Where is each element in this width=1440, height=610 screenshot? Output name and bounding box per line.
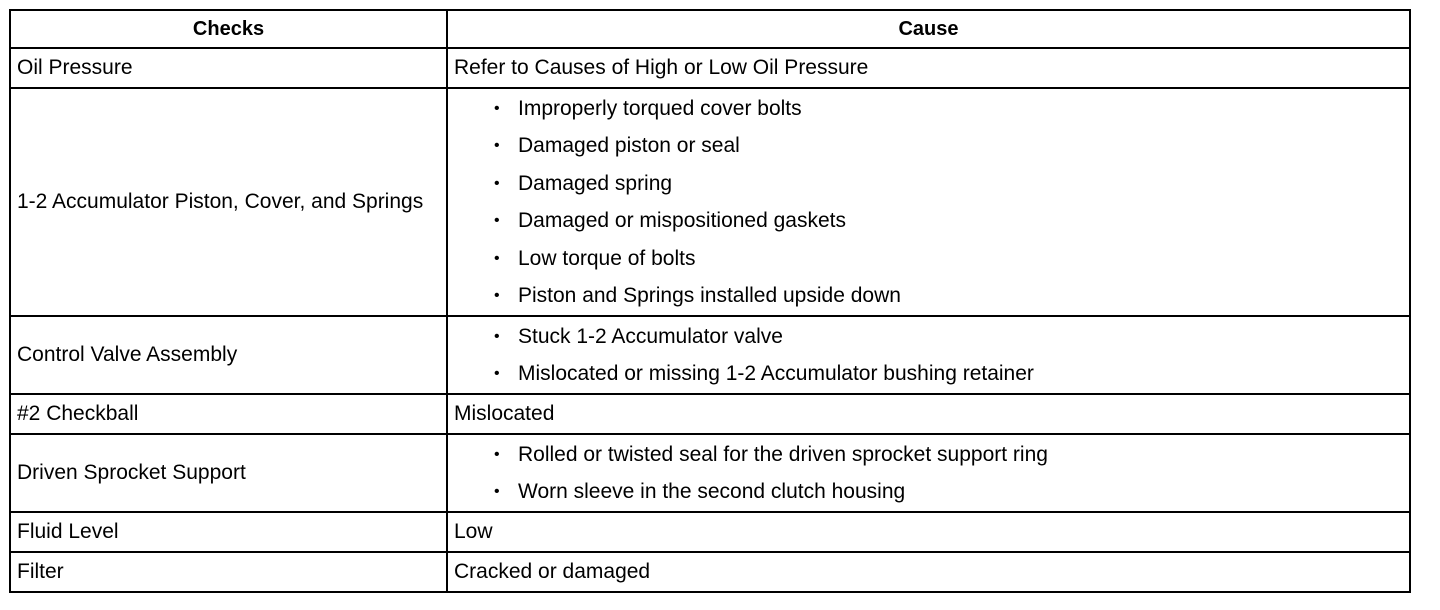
cause-item: • Piston and Springs installed upside down — [494, 277, 1403, 315]
table-row — [10, 48, 1410, 88]
check-cell: Filter — [10, 552, 447, 592]
check-cell: Control Valve Assembly — [10, 316, 447, 394]
cause-list — [454, 318, 1403, 393]
column-header-cause: Cause — [447, 10, 1410, 48]
cause-item: • Damaged or mispositioned gaskets — [494, 202, 1403, 240]
table-row — [10, 394, 1410, 434]
cause-cell: Cracked or damaged — [447, 552, 1410, 592]
check-cell: #2 Checkball — [10, 394, 447, 434]
cause-cell: Mislocated — [447, 394, 1410, 434]
cause-list — [454, 90, 1403, 315]
table-row — [10, 552, 1410, 592]
table-row — [10, 88, 1410, 316]
check-cell: 1-2 Accumulator Piston, Cover, and Springs — [10, 88, 447, 316]
cause-cell: Low — [447, 512, 1410, 552]
cause-item: • Damaged piston or seal — [494, 127, 1403, 165]
cause-item: • Mislocated or missing 1-2 Accumulator bushing retainer — [494, 355, 1403, 393]
table-row — [10, 434, 1410, 512]
table-header-row — [10, 10, 1410, 48]
check-cell: Fluid Level — [10, 512, 447, 552]
cause-list — [454, 436, 1403, 511]
cause-cell: Refer to Causes of High or Low Oil Pressure — [447, 48, 1410, 88]
table-row — [10, 512, 1410, 552]
cause-item: • Stuck 1-2 Accumulator valve — [494, 318, 1403, 356]
cause-item: • Worn sleeve in the second clutch housing — [494, 473, 1403, 511]
cause-item: • Damaged spring — [494, 165, 1403, 203]
diagnosis-table — [9, 9, 1411, 593]
cause-cell — [447, 434, 1410, 512]
cause-item: • Low torque of bolts — [494, 240, 1403, 278]
cause-cell — [447, 88, 1410, 316]
check-cell: Driven Sprocket Support — [10, 434, 447, 512]
cause-item: • Rolled or twisted seal for the driven sprocket support ring — [494, 436, 1403, 474]
cause-cell — [447, 316, 1410, 394]
table-row — [10, 316, 1410, 394]
column-header-checks: Checks — [10, 10, 447, 48]
cause-item: • Improperly torqued cover bolts — [494, 90, 1403, 128]
check-cell: Oil Pressure — [10, 48, 447, 88]
diagnosis-table-container — [9, 9, 1411, 593]
